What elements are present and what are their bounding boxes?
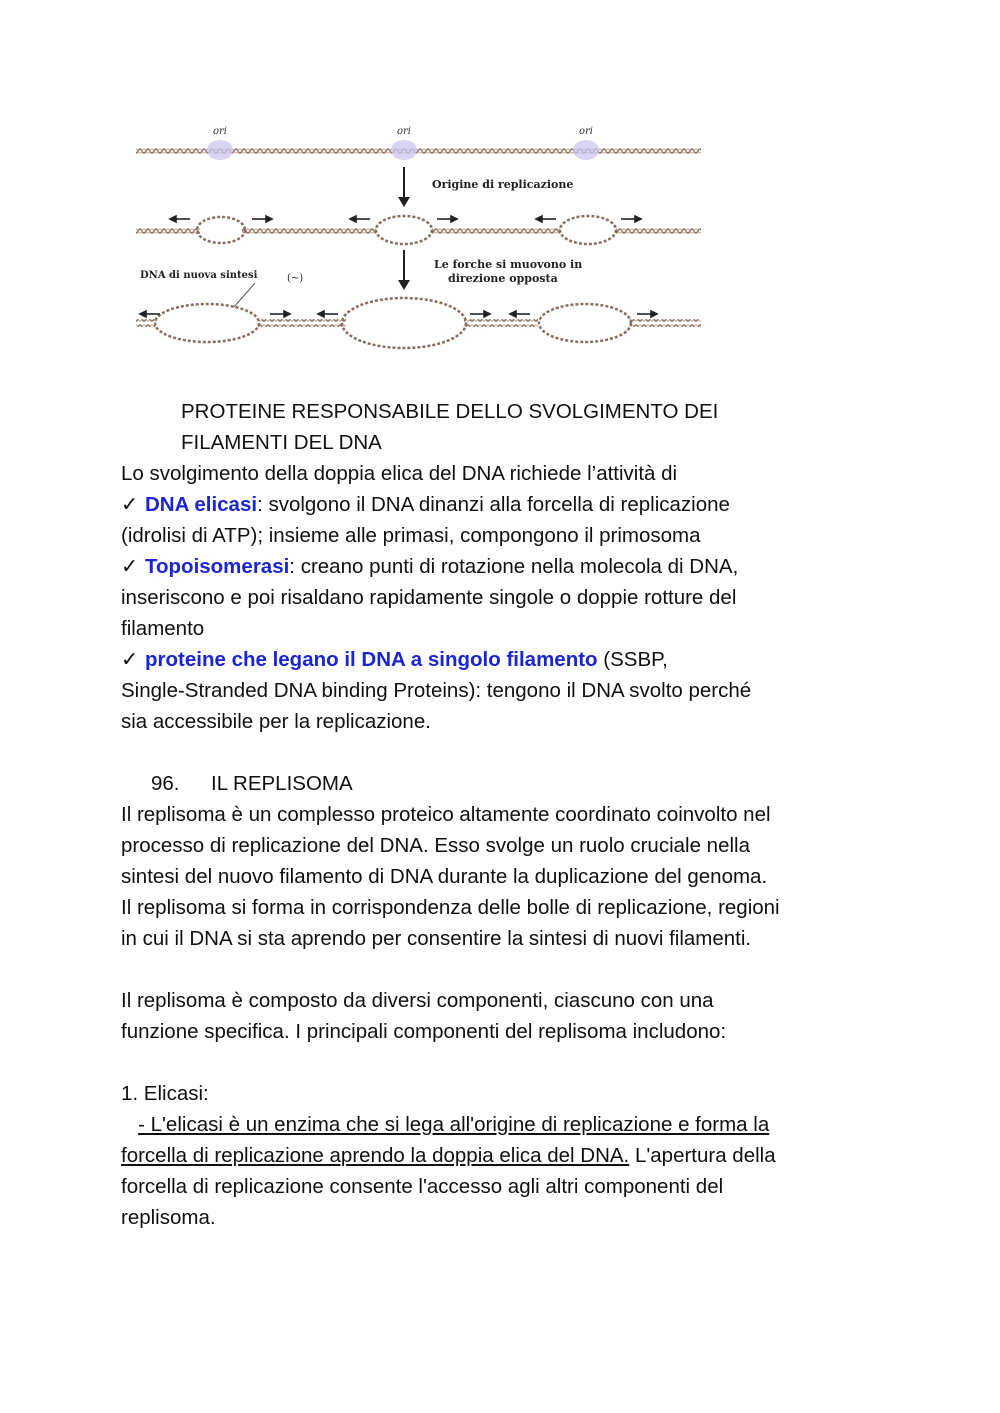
paragraph-line: Il replisoma è un complesso proteico altamente coordinato coinvolto nel bbox=[121, 803, 771, 826]
underlined-text: - L'elicasi è un enzima che si lega all'origine di replicazione e forma la bbox=[138, 1113, 770, 1136]
origin-marker bbox=[573, 140, 599, 160]
forks-label-line1: Le forche si muovono in bbox=[434, 258, 583, 271]
paragraph-line bbox=[121, 1109, 881, 1140]
origin-label: Origine di replicazione bbox=[432, 178, 574, 191]
paragraph-line: Il replisoma è composto da diversi componenti, ciascuno con una bbox=[121, 989, 714, 1012]
paragraph-line: Il replisoma si forma in corrispondenza delle bolle di replicazione, regioni bbox=[121, 896, 780, 919]
ori-label: ori bbox=[579, 126, 593, 137]
list-item-ssbp: ✓ proteine che legano il DNA a singolo filamento (SSBP, bbox=[121, 644, 881, 675]
section-title-cont: FILAMENTI DEL DNA bbox=[181, 431, 382, 454]
ori-label: ori bbox=[213, 126, 227, 137]
down-arrow bbox=[398, 250, 410, 290]
origin-marker bbox=[391, 140, 417, 160]
replication-diagram bbox=[130, 115, 710, 365]
paragraph-line: processo di replicazione del DNA. Esso svolge un ruolo cruciale nella bbox=[121, 834, 750, 857]
origin-marker bbox=[207, 140, 233, 160]
checkmark-icon: ✓ bbox=[121, 648, 139, 671]
intro-text: Lo svolgimento della doppia elica del DNA richiede l’attività di bbox=[121, 462, 678, 485]
list-item-dna-elicasi: ✓ DNA elicasi: svolgono il DNA dinanzi alla forcella di replicazione bbox=[121, 489, 881, 520]
paragraph-line: replisoma. bbox=[121, 1206, 216, 1229]
paragraph-line: sintesi del nuovo filamento di DNA durante la duplicazione del genoma. bbox=[121, 865, 768, 888]
parental-dna-row bbox=[136, 126, 701, 160]
replication-bubble bbox=[539, 304, 631, 342]
section-heading-replisoma bbox=[121, 768, 881, 799]
replication-bubble bbox=[342, 298, 466, 348]
paragraph-line: in cui il DNA si sta aprendo per consentire la sintesi di nuovi filamenti. bbox=[121, 927, 752, 950]
replication-bubble bbox=[376, 216, 432, 244]
underlined-text: forcella di replicazione aprendo la doppia elica del DNA. bbox=[121, 1144, 630, 1167]
list-item-text: sia accessibile per la replicazione. bbox=[121, 710, 431, 733]
term-ssbp: proteine che legano il DNA a singolo filamento bbox=[145, 648, 598, 671]
list-item-text: filamento bbox=[121, 617, 205, 640]
paragraph-line: funzione specifica. I principali componenti del replisoma includono: bbox=[121, 1020, 727, 1043]
small-bubbles-row bbox=[136, 216, 701, 244]
ori-label: ori bbox=[397, 126, 411, 137]
list-item-text: inseriscono e poi risaldano rapidamente singole o doppie rotture del bbox=[121, 586, 737, 609]
list-item-topoisomerasi: ✓ Topoisomerasi: creano punti di rotazione nella molecola di DNA, bbox=[121, 551, 881, 582]
new-dna-label: DNA di nuova sintesi bbox=[140, 270, 258, 281]
large-bubbles-row bbox=[136, 298, 701, 348]
document-body bbox=[121, 396, 881, 1233]
section-heading-text: IL REPLISOMA bbox=[211, 772, 353, 795]
replication-bubble bbox=[155, 304, 259, 342]
blank-line bbox=[121, 1047, 881, 1078]
down-arrow bbox=[398, 167, 410, 207]
list-item-elicasi: 1. Elicasi: bbox=[121, 1082, 209, 1105]
forks-label-line2: direzione opposta bbox=[448, 272, 558, 285]
checkmark-icon: ✓ bbox=[121, 555, 139, 578]
term-topoisomerasi: Topoisomerasi bbox=[145, 555, 290, 578]
checkmark-icon: ✓ bbox=[121, 493, 139, 516]
section-title: PROTEINE RESPONSABILE DELLO SVOLGIMENTO DEI bbox=[181, 400, 719, 423]
list-item-text: Single-Stranded DNA binding Proteins): tengono il DNA svolto perché bbox=[121, 679, 752, 702]
term-dna-elicasi: DNA elicasi bbox=[145, 493, 258, 516]
paragraph-line: forcella di replicazione aprendo la doppia elica del DNA. L'apertura della bbox=[121, 1144, 776, 1167]
paragraph-line: forcella di replicazione consente l'accesso agli altri componenti del bbox=[121, 1175, 724, 1198]
replication-bubble bbox=[197, 217, 245, 243]
replication-diagram-svg bbox=[130, 115, 710, 365]
blank-line bbox=[121, 737, 881, 768]
list-item-text: (idrolisi di ATP); insieme alle primasi, compongono il primosoma bbox=[121, 524, 701, 547]
section-number: 96. bbox=[151, 772, 180, 795]
new-dna-symbol: (~) bbox=[287, 273, 304, 284]
blank-line bbox=[121, 954, 881, 985]
replication-bubble bbox=[560, 216, 616, 244]
